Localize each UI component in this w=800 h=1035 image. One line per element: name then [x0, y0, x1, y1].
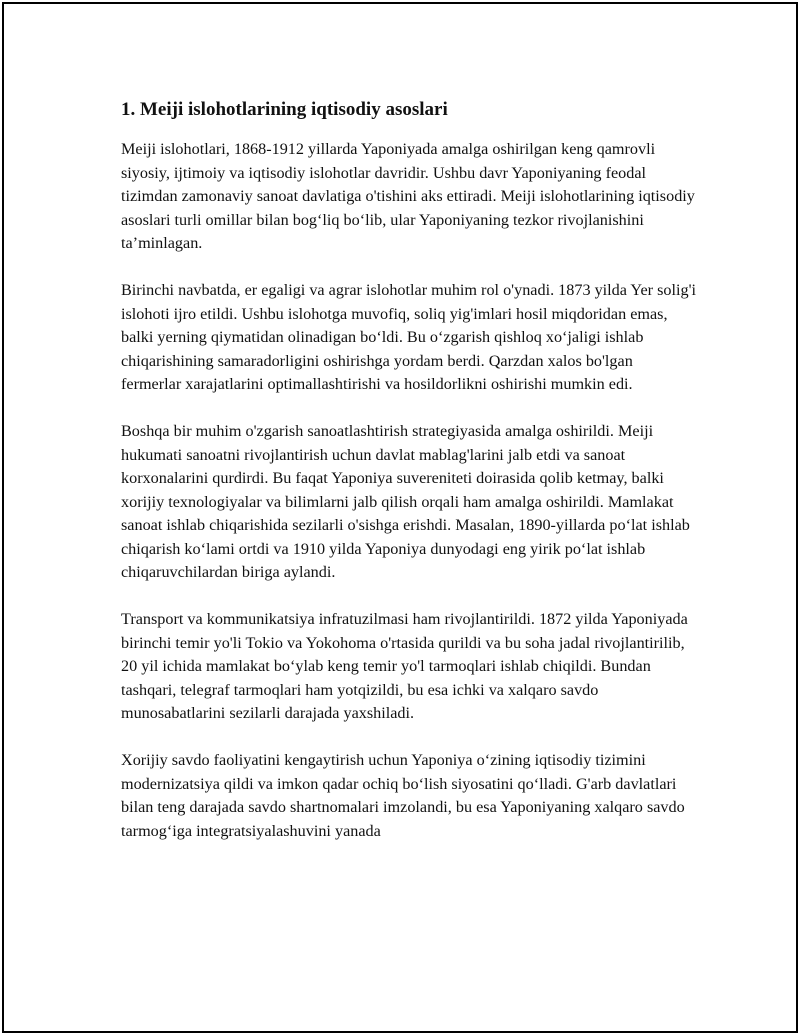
- document-page: [2, 2, 798, 1033]
- paragraph-1: Meiji islohotlari, 1868-1912 yillarda Yaponiyada amalga oshirilgan keng qamrovli siyosiy, ijtimoiy va iqtisodiy islohotlar davridir. Ushbu davr Yaponiyaning feodal tizimdan zamonaviy sanoat davlatiga o'tishini aks ettiradi. Meiji islohotlarining iqtisodiy asoslari turli omillar bilan bog‘liq bo‘lib, ular Yaponiyaning tezkor rivojlanishini ta’minlagan.: [121, 140, 695, 252]
- document-body: [121, 94, 696, 843]
- paragraph-5: Xorijiy savdo faoliyatini kengaytirish uchun Yaponiya o‘zining iqtisodiy tizimini modernizatsiya qildi va imkon qadar ochiq bo‘lish siyosatini qo‘lladi. G'arb davlatlari bilan teng darajada savdo shartnomalari imzolandi, bu esa Yaponiyaning xalqaro savdo tarmog‘iga integratsiyalashuvini yanada: [121, 751, 685, 840]
- paragraph-2: Birinchi navbatda, er egaligi va agrar islohotlar muhim rol o'ynadi. 1873 yilda Yer solig'i islohoti ijro etildi. Ushbu islohotga muvofiq, soliq yig'imlari hosil miqdoridan emas, balki yerning qiymatidan olinadigan bo‘ldi. Bu o‘zgarish qishloq xo‘jaligi ishlab chiqarishining samaradorligini oshirishga yordam berdi. Qarzdan xalos bo'lgan fermerlar xarajatlarini optimallashtirishi va hosildorlikni oshirishi mumkin edi.: [121, 281, 696, 393]
- paragraph-3: Boshqa bir muhim o'zgarish sanoatlashtirish strategiyasida amalga oshirildi. Meiji hukumati sanoatni rivojlantirish uchun davlat mablag'larini jalb etdi va sanoat korxonalarini qurdirdi. Bu faqat Yaponiya suvereniteti doirasida qolib ketmay, balki xorijiy texnologiyalar va bilimlarni jalb qilish orqali ham amalga oshirildi. Mamlakat sanoat ishlab chiqarishida sezilarli o'sishga erishdi. Masalan, 1890-yillarda po‘lat ishlab chiqarish ko‘lami ortdi va 1910 yilda Yaponiya dunyodagi eng yirik po‘lat ishlab chiqaruvchilardan biriga aylandi.: [121, 422, 690, 581]
- paragraph-4: Transport va kommunikatsiya infratuzilmasi ham rivojlantirildi. 1872 yilda Yaponiyada birinchi temir yo'li Tokio va Yokohoma o'rtasida qurildi va bu soha jadal rivojlantirilib, 20 yil ichida mamlakat bo‘ylab keng temir yo'l tarmoqlari ishlab chiqildi. Bundan tashqari, telegraf tarmoqlari ham yotqizildi, bu esa ichki va xalqaro savdo munosabatlarini sezilarli darajada yaxshiladi.: [121, 610, 688, 722]
- section-heading: 1. Meiji islohotlarining iqtisodiy asoslari: [121, 99, 448, 120]
